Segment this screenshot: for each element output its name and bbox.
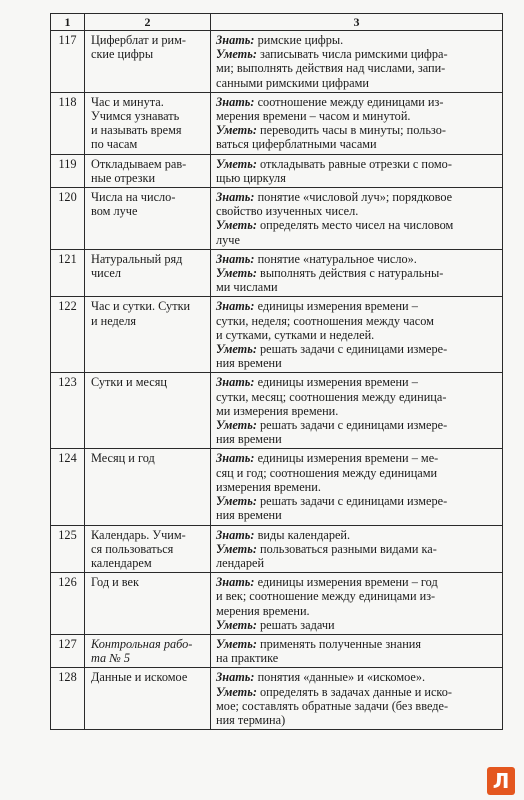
- goal-text: решать задачи: [256, 617, 335, 632]
- table-row: [51, 634, 503, 667]
- goal-line: [216, 713, 498, 727]
- goal-line: [216, 33, 498, 47]
- header-row: [51, 14, 503, 31]
- learning-goals: [211, 668, 503, 730]
- topic-line: по часам: [91, 137, 138, 152]
- goal-text: ми числами: [216, 280, 278, 295]
- lesson-topic: [85, 188, 211, 250]
- goal-text: понятие «натуральное число».: [254, 251, 417, 266]
- goal-text: свойство изученных чисел.: [216, 204, 359, 219]
- goal-line: [216, 390, 498, 404]
- goal-line: [216, 604, 498, 618]
- lesson-number: 120: [51, 188, 85, 250]
- lesson-number: 121: [51, 249, 85, 297]
- lesson-topic: [85, 668, 211, 730]
- goal-line: [216, 432, 498, 446]
- lesson-topic: [85, 573, 211, 635]
- goal-text: ния времени: [216, 356, 282, 371]
- lesson-topic: [85, 92, 211, 154]
- topic-line: Месяц и год: [91, 451, 155, 466]
- table-row: [51, 573, 503, 635]
- topic-line: Календарь. Учим-: [91, 527, 186, 542]
- goal-text: пользоваться разными видами ка-: [256, 541, 437, 556]
- goal-line: [216, 699, 498, 713]
- goal-text: записывать числа римскими цифра-: [256, 47, 448, 62]
- learning-goals: [211, 373, 503, 449]
- learning-goals: [211, 249, 503, 297]
- goal-line: [216, 356, 498, 370]
- goal-text: и век; соотношение между единицами из-: [216, 589, 436, 604]
- lesson-number: 118: [51, 92, 85, 154]
- goal-line: [216, 109, 498, 123]
- goal-line: [216, 685, 498, 699]
- table-row: [51, 249, 503, 297]
- goal-keyword: Знать:: [216, 190, 255, 205]
- topic-line: Откладываем рав-: [91, 156, 187, 171]
- learning-goals: [211, 449, 503, 525]
- table-row: [51, 668, 503, 730]
- header-col-2: 2: [85, 14, 211, 31]
- goal-text: единицы измерения времени – год: [254, 575, 438, 590]
- goal-keyword: Знать:: [216, 375, 255, 390]
- topic-line: вом луче: [91, 204, 138, 219]
- table-row: [51, 297, 503, 373]
- learning-goals: [211, 92, 503, 154]
- goal-text: мерения времени – часом и минутой.: [216, 109, 411, 124]
- goal-line: [216, 556, 498, 570]
- goal-line: [216, 299, 498, 313]
- lesson-number: 124: [51, 449, 85, 525]
- goal-line: [216, 252, 498, 266]
- goal-keyword: Знать:: [216, 251, 255, 266]
- goal-text: решать задачи с единицами измере-: [256, 342, 448, 357]
- topic-line: та № 5: [91, 651, 131, 666]
- goal-line: [216, 575, 498, 589]
- goal-text: ния времени: [216, 508, 282, 523]
- goal-line: [216, 204, 498, 218]
- lesson-topic: [85, 525, 211, 573]
- topic-line: и неделя: [91, 313, 137, 328]
- goal-text: ния времени: [216, 432, 282, 447]
- topic-line: Учимся узнавать: [91, 109, 180, 124]
- table-row: [51, 154, 503, 187]
- goal-keyword: Уметь:: [216, 123, 257, 138]
- goal-keyword: Уметь:: [216, 541, 257, 556]
- lesson-number: 117: [51, 31, 85, 93]
- goal-line: [216, 404, 498, 418]
- goal-text: лендарей: [216, 555, 265, 570]
- lesson-number: 128: [51, 668, 85, 730]
- goal-line: [216, 670, 498, 684]
- topic-line: Данные и искомое: [91, 670, 188, 685]
- goal-text: на практике: [216, 651, 279, 666]
- goal-line: [216, 589, 498, 603]
- goal-line: [216, 218, 498, 232]
- goal-text: применять полученные знания: [256, 636, 422, 651]
- goal-text: единицы измерения времени –: [254, 375, 418, 390]
- goal-text: определять в задачах данные и иско-: [256, 684, 453, 699]
- topic-line: Сутки и месяц: [91, 375, 167, 390]
- topic-line: ские цифры: [91, 47, 154, 62]
- learning-goals: [211, 31, 503, 93]
- lesson-topic: [85, 634, 211, 667]
- goal-line: [216, 233, 498, 247]
- goal-text: соотношение между единицами из-: [254, 94, 444, 109]
- goal-line: [216, 542, 498, 556]
- curriculum-table: [50, 13, 503, 730]
- goal-line: [216, 342, 498, 356]
- goal-keyword: Уметь:: [216, 494, 257, 509]
- goal-text: ми измерения времени.: [216, 403, 339, 418]
- table-row: [51, 525, 503, 573]
- goal-keyword: Уметь:: [216, 342, 257, 357]
- goal-text: римские цифры.: [254, 33, 344, 47]
- goal-line: [216, 618, 498, 632]
- goal-keyword: Знать:: [216, 299, 255, 314]
- goal-keyword: Знать:: [216, 451, 255, 466]
- goal-text: ния термина): [216, 712, 286, 727]
- goal-text: щью циркуля: [216, 170, 286, 185]
- topic-line: чисел: [91, 266, 121, 281]
- goal-line: [216, 466, 498, 480]
- table-row: [51, 31, 503, 93]
- learning-goals: [211, 297, 503, 373]
- goal-keyword: Уметь:: [216, 47, 257, 62]
- goal-line: [216, 375, 498, 389]
- goal-text: и сутками, сутками и неделей.: [216, 327, 375, 342]
- goal-line: [216, 314, 498, 328]
- goal-text: понятия «данные» и «искомое».: [254, 670, 426, 685]
- goal-line: [216, 157, 498, 171]
- goal-line: [216, 508, 498, 522]
- header-col-1: 1: [51, 14, 85, 31]
- goal-line: [216, 328, 498, 342]
- goal-keyword: Знать:: [216, 527, 255, 542]
- lesson-number: 119: [51, 154, 85, 187]
- goal-text: мое; составлять обратные задачи (без введе-: [216, 698, 449, 713]
- topic-line: календарем: [91, 555, 152, 570]
- goal-text: ми; выполнять действия над числами, запи-: [216, 61, 446, 76]
- goal-text: выполнять действия с натуральны-: [256, 266, 444, 281]
- lesson-topic: [85, 449, 211, 525]
- topic-line: Час и сутки. Сутки: [91, 299, 191, 314]
- header-col-3: 3: [211, 14, 503, 31]
- goal-keyword: Знать:: [216, 670, 255, 685]
- topic-line: и называть время: [91, 123, 182, 138]
- goal-line: [216, 47, 498, 61]
- topic-line: Натуральный ряд: [91, 251, 183, 266]
- goal-line: [216, 637, 498, 651]
- lesson-number: 127: [51, 634, 85, 667]
- table-row: [51, 373, 503, 449]
- goal-keyword: Уметь:: [216, 617, 257, 632]
- goal-keyword: Уметь:: [216, 218, 257, 233]
- goal-line: [216, 494, 498, 508]
- goal-text: определять место чисел на числовом: [256, 218, 454, 233]
- table-row: [51, 188, 503, 250]
- goal-text: сяц и год; соотношения между единицами: [216, 465, 438, 480]
- goal-text: ваться циферблатными часами: [216, 137, 377, 152]
- goal-line: [216, 190, 498, 204]
- learning-goals: [211, 525, 503, 573]
- goal-line: [216, 76, 498, 90]
- goal-keyword: Уметь:: [216, 684, 257, 699]
- goal-text: сутки, месяц; соотношения между единица-: [216, 389, 447, 404]
- goal-line: [216, 137, 498, 151]
- goal-line: [216, 266, 498, 280]
- goal-keyword: Уметь:: [216, 156, 257, 171]
- topic-line: Циферблат и рим-: [91, 33, 186, 47]
- goal-text: мерения времени.: [216, 603, 310, 618]
- lesson-number: 126: [51, 573, 85, 635]
- lesson-number: 122: [51, 297, 85, 373]
- learning-goals: [211, 188, 503, 250]
- goal-line: [216, 651, 498, 665]
- goal-line: [216, 480, 498, 494]
- goal-text: единицы измерения времени – ме-: [254, 451, 439, 466]
- goal-text: измерения времени.: [216, 479, 321, 494]
- goal-line: [216, 61, 498, 75]
- goal-line: [216, 528, 498, 542]
- topic-line: ся пользоваться: [91, 541, 174, 556]
- goal-keyword: Знать:: [216, 94, 255, 109]
- learning-goals: [211, 573, 503, 635]
- topic-line: Числа на число-: [91, 190, 176, 205]
- lesson-number: 125: [51, 525, 85, 573]
- goal-line: [216, 280, 498, 294]
- topic-line: Час и минута.: [91, 94, 164, 109]
- goal-keyword: Уметь:: [216, 418, 257, 433]
- goal-text: виды календарей.: [254, 527, 351, 542]
- goal-text: луче: [216, 232, 240, 247]
- lesson-topic: [85, 373, 211, 449]
- lesson-topic: [85, 154, 211, 187]
- goal-text: решать задачи с единицами измере-: [256, 494, 448, 509]
- goal-line: [216, 95, 498, 109]
- goal-text: переводить часы в минуты; пользо-: [256, 123, 446, 138]
- publisher-logo: Л: [487, 767, 515, 795]
- topic-line: ные отрезки: [91, 170, 156, 185]
- table-row: [51, 449, 503, 525]
- goal-line: [216, 451, 498, 465]
- goal-keyword: Уметь:: [216, 636, 257, 651]
- goal-text: понятие «числовой луч»; порядковое: [254, 190, 453, 205]
- lesson-topic: [85, 31, 211, 93]
- topic-line: Контрольная рабо-: [91, 636, 193, 651]
- learning-goals: [211, 634, 503, 667]
- lesson-number: 123: [51, 373, 85, 449]
- goal-line: [216, 418, 498, 432]
- goal-text: решать задачи с единицами измере-: [256, 418, 448, 433]
- goal-text: санными римскими цифрами: [216, 75, 369, 90]
- goal-keyword: Знать:: [216, 575, 255, 590]
- goal-keyword: Знать:: [216, 33, 255, 47]
- goal-text: откладывать равные отрезки с помо-: [256, 156, 452, 171]
- topic-line: Год и век: [91, 575, 139, 590]
- learning-goals: [211, 154, 503, 187]
- goal-line: [216, 123, 498, 137]
- goal-text: единицы измерения времени –: [254, 299, 418, 314]
- lesson-topic: [85, 297, 211, 373]
- goal-keyword: Уметь:: [216, 266, 257, 281]
- table-row: [51, 92, 503, 154]
- goal-text: сутки, неделя; соотношения между часом: [216, 313, 434, 328]
- lesson-topic: [85, 249, 211, 297]
- goal-line: [216, 171, 498, 185]
